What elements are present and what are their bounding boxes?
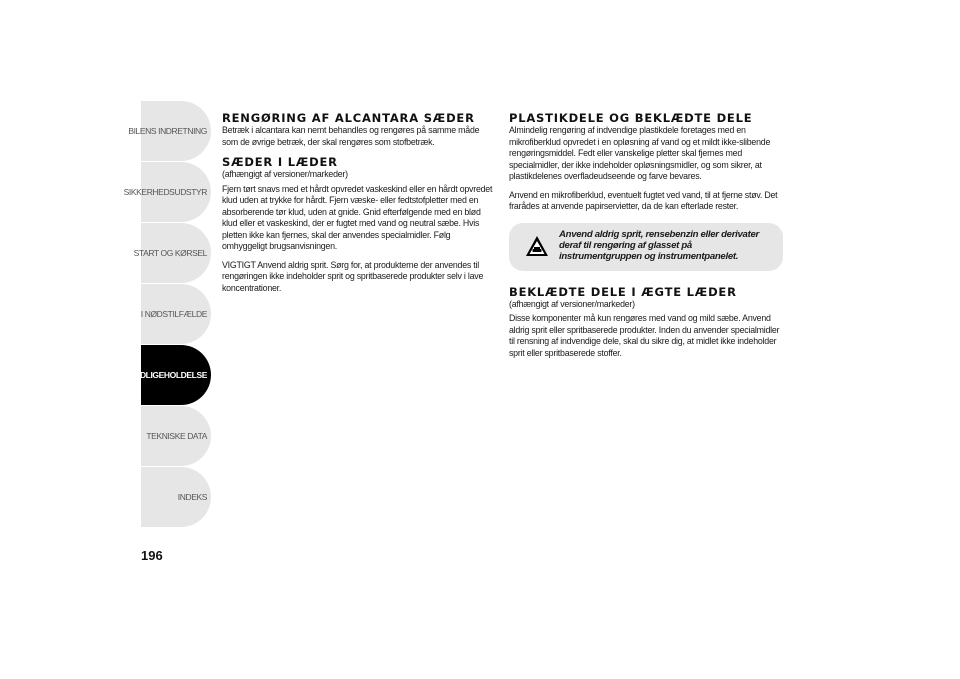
tab-label: SIKKERHEDSUDSTYR bbox=[123, 187, 207, 197]
leather-seats-subtitle: (afhængigt af versioner/markeder) bbox=[222, 169, 348, 180]
leather-parts-section bbox=[509, 285, 783, 360]
plastic-section bbox=[509, 111, 783, 213]
tab-i-nodstilfaelde[interactable] bbox=[141, 284, 211, 344]
warning-text: Anvend aldrig sprit, rensebenzin eller derivater deraf til rengøring af glasset på instrumentgruppen og instrumentpanelet. bbox=[559, 228, 759, 262]
tab-tekniske-data[interactable] bbox=[141, 406, 211, 466]
plastic-body-2: Anvend en mikrofiberklud, eventuelt fugtet ved vand, til at fjerne støv. Det frarådes at anvende papirservietter, da de kan efterlade rester. bbox=[509, 189, 778, 212]
alcantara-body: Betræk i alcantara kan nemt behandles og rengøres på samme måde som de øvrige betræk, der skal rengøres som stofbetræk. bbox=[222, 125, 480, 148]
leather-seats-heading: SÆDER I LÆDER bbox=[222, 155, 338, 169]
right-column bbox=[509, 111, 783, 366]
tab-label: INDEKS bbox=[177, 492, 207, 502]
tab-indeks[interactable] bbox=[141, 467, 211, 527]
tab-label: I NØDSTILFÆLDE bbox=[140, 309, 207, 319]
leather-parts-heading: BEKLÆDTE DELE I ÆGTE LÆDER bbox=[509, 284, 737, 299]
page-number: 196 bbox=[141, 548, 163, 563]
left-column bbox=[222, 111, 494, 301]
leather-seats-body: Fjern tørt snavs med et hårdt opvredet vaskeskind eller en hårdt opvredet klud uden at trykke for hårdt. Fjern væske- eller fedtstofpletter med en absorberende tør klud, uden at gnide. Gnid efterfølgende med en blød klud eller et vaskeskind, der er fugtet med vand og neutral sæbe. Hvis pletten ikke kan fjernes, skal der anvendes specialmidler. Følg omhyggeligt brugsanvisningen. bbox=[222, 183, 493, 252]
tab-sikkerhedsudstyr[interactable] bbox=[123, 162, 211, 222]
tab-label: BILENS INDRETNING bbox=[128, 126, 207, 136]
chapter-tabs bbox=[123, 101, 211, 528]
plastic-heading: PLASTIKDELE OG BEKLÆDTE DELE bbox=[509, 111, 753, 125]
tab-label: START OG KØRSEL bbox=[133, 248, 207, 258]
tab-start-og-korsel[interactable] bbox=[133, 223, 211, 283]
leather-parts-subtitle: (afhængigt af versioner/markeder) bbox=[509, 298, 635, 310]
plastic-body-1: Almindelig rengøring af indvendige plastikdele foretages med en mikrofiberklud opvredet i en opløsning af vand og et mildt ikke-slibende rengøringsmiddel. Fedt eller vanskelige pletter skal fjernes med specialmidler, der ikke indeholder opløsningsmidler, og som sikrer, at plastikdelenes overfladeudseende og farve bevares. bbox=[509, 125, 771, 182]
tab-label: TEKNISKE DATA bbox=[146, 431, 207, 441]
warning-box bbox=[509, 223, 783, 271]
warning-triangle-icon bbox=[525, 234, 549, 258]
leather-parts-body: Disse komponenter må kun rengøres med vand og mild sæbe. Anvend aldrig sprit eller spritbaserede produkter. Inden du anvender specialmidler til rensning af indvendige dele, skal du sikre dig, at midlet ikke indeholder sprit eller spritbaserede stoffer. bbox=[509, 313, 780, 359]
tab-label: VEDLIGEHOLDELSE bbox=[129, 370, 207, 380]
leather-seats-important: VIGTIGT Anvend aldrig sprit. Sørg for, at produkterne der anvendes til rengøringen ikke indeholder sprit og spritbaserede produkter selv i lave koncentrationer. bbox=[222, 259, 484, 294]
leather-seats-section bbox=[222, 155, 494, 294]
tab-vedligeholdelse[interactable] bbox=[129, 345, 211, 405]
alcantara-heading: RENGØRING AF ALCANTARA SÆDER bbox=[222, 111, 475, 125]
tab-bilens-indretning[interactable] bbox=[128, 101, 211, 161]
alcantara-section bbox=[222, 111, 494, 148]
